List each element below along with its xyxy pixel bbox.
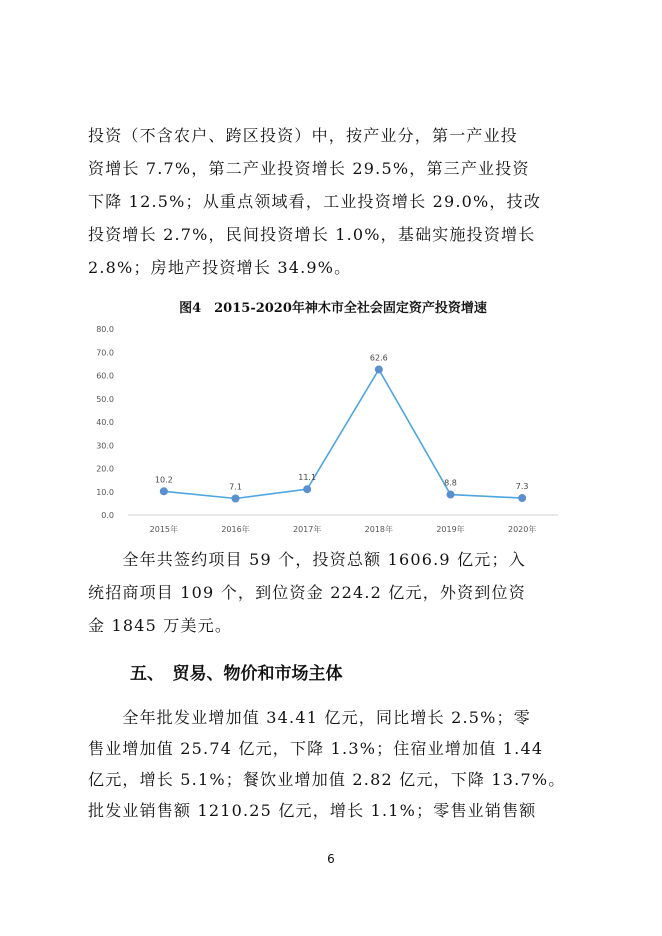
- y-tick-label: 80.0: [96, 325, 114, 334]
- text-line: 投资（不含农户、跨区投资）中，按产业分，第一产业投: [88, 126, 519, 145]
- section-heading: 五、 贸易、物价和市场主体: [130, 664, 343, 684]
- y-tick-label: 30.0: [96, 441, 114, 451]
- text-line: 批发业销售额 1210.25 亿元，增长 1.1%；零售业销售额: [88, 801, 537, 820]
- y-tick-label: 40.0: [96, 418, 114, 427]
- data-point-marker: [232, 494, 240, 502]
- text-line: 下降 12.5%；从重点领域看，工业投资增长 29.0%，技改: [88, 192, 542, 211]
- data-point-marker: [375, 365, 383, 373]
- text-line: 统招商项目 109 个，到位资金 224.2 亿元，外资到位资: [88, 583, 526, 602]
- text-line: 资增长 7.7%，第二产业投资增长 29.5%，第三产业投资: [88, 159, 530, 178]
- data-label: 62.6: [369, 353, 388, 363]
- x-tick-label: 2017年: [292, 525, 322, 534]
- y-tick-label: 50.0: [96, 394, 114, 404]
- chart-title: 图4 2015-2020年神木市全社会固定资产投资增速: [179, 301, 487, 316]
- y-tick-label: 70.0: [96, 348, 114, 358]
- x-tick-label: 2020年: [507, 525, 537, 534]
- y-tick-label: 0.0: [101, 511, 114, 520]
- text-line: 金 1845 万美元。: [88, 616, 233, 635]
- x-tick-label: 2015年: [149, 525, 179, 534]
- x-tick-label: 2018年: [364, 525, 394, 534]
- x-tick-label: 2019年: [436, 525, 465, 534]
- data-point-marker: [447, 491, 455, 499]
- y-axis-ticks: [96, 325, 114, 520]
- y-tick-label: 20.0: [96, 464, 114, 474]
- data-label: 7.1: [229, 482, 242, 492]
- text-line: 售业增加值 25.74 亿元，下降 1.3%；住宿业增加值 1.44: [88, 739, 544, 758]
- text-line: 2.8%；房地产投资增长 34.9%。: [88, 258, 352, 277]
- data-label: 11.1: [298, 473, 317, 483]
- series-line: [164, 369, 522, 498]
- data-point-marker: [160, 487, 168, 495]
- text-line: 投资增长 2.7%，民间投资增长 1.0%，基础实施投资增长: [88, 225, 536, 244]
- text-line: 全年批发业增加值 34.41 亿元，同比增长 2.5%；零: [88, 708, 531, 727]
- page-number: 6: [327, 852, 335, 866]
- x-axis-ticks: [150, 524, 537, 534]
- text-line: 全年共签约项目 59 个，投资总额 1606.9 亿元；入: [88, 550, 526, 569]
- data-point-marker: [518, 494, 526, 502]
- y-tick-label: 10.0: [96, 487, 114, 497]
- data-label: 8.8: [444, 478, 457, 488]
- data-label: 10.2: [154, 475, 173, 485]
- x-tick-label: 2016年: [221, 525, 250, 534]
- data-label: 7.3: [515, 482, 529, 492]
- data-markers: [160, 365, 526, 502]
- data-labels: [155, 353, 529, 491]
- data-point-marker: [303, 485, 311, 493]
- text-line: 亿元，增长 5.1%；餐饮业增加值 2.82 亿元，下降 13.7%。: [88, 770, 566, 789]
- investment-growth-chart: [88, 318, 578, 540]
- y-tick-label: 60.0: [96, 371, 114, 381]
